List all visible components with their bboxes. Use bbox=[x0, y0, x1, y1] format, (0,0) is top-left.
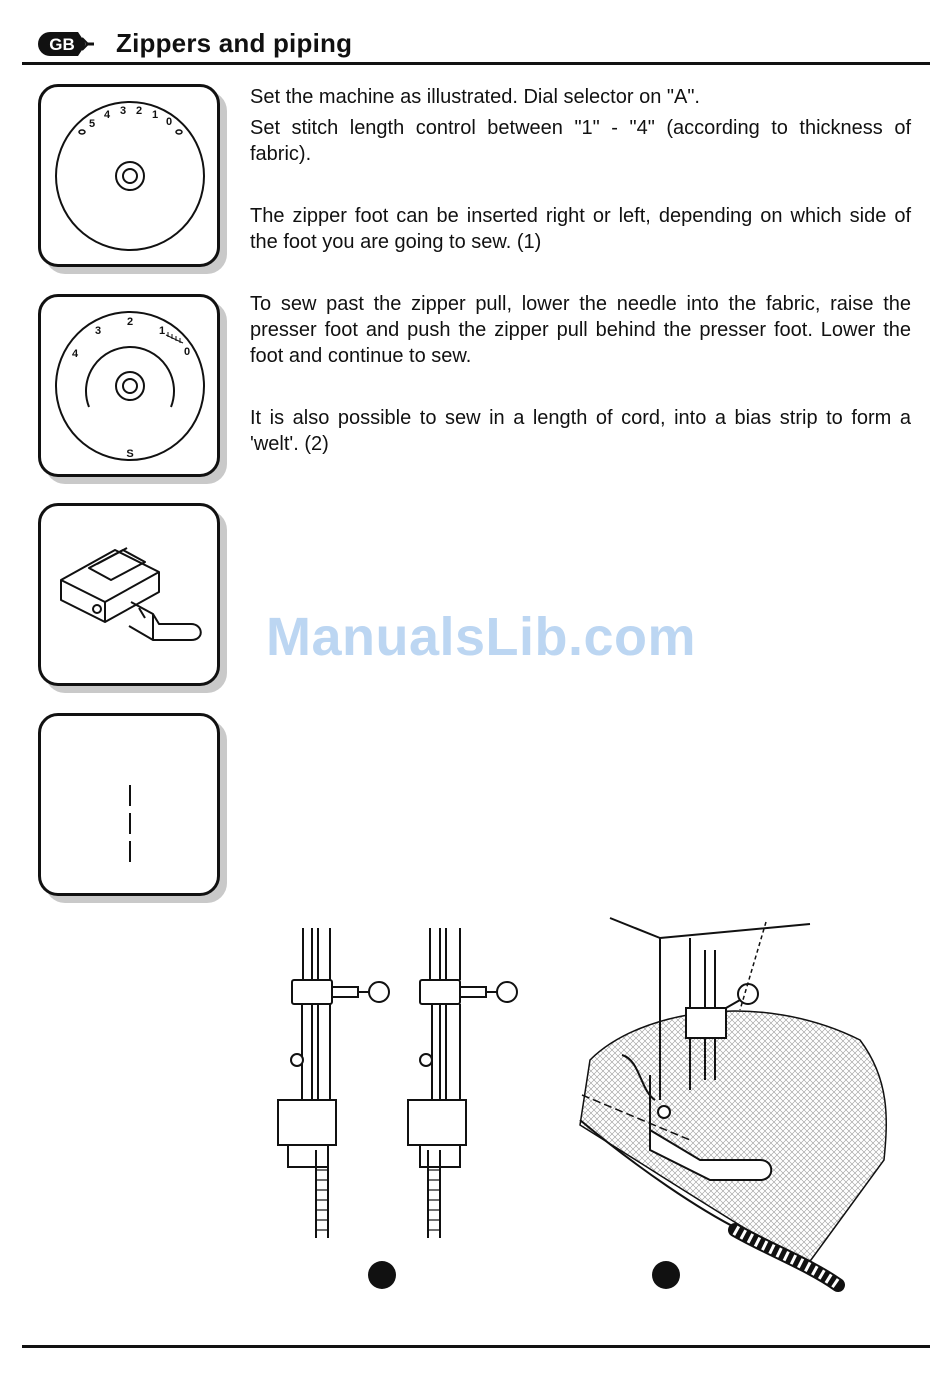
dial-bottom-label: S bbox=[126, 448, 134, 460]
zipper-foot-right-figure bbox=[408, 928, 517, 1238]
dial-tick: 4 bbox=[71, 348, 79, 360]
dial-tick: 5 bbox=[88, 118, 96, 130]
page-title: Zippers and piping bbox=[116, 28, 353, 58]
footer-rule bbox=[22, 1345, 930, 1348]
dial-tick: 1 bbox=[158, 325, 166, 337]
figure-1-marker bbox=[368, 1261, 396, 1289]
dial-tick: 2 bbox=[135, 105, 143, 117]
dial-tick: 3 bbox=[94, 325, 102, 337]
instruction-paragraph: Set stitch length control between "1" - "4" (according to thickness of fabric). bbox=[250, 117, 911, 165]
dial-tick: 1 bbox=[151, 109, 159, 121]
dial-tick: 4 bbox=[103, 109, 111, 121]
instruction-paragraph: Set the machine as illustrated. Dial selector on "A". bbox=[250, 86, 700, 108]
dial-tick: 2 bbox=[126, 316, 134, 328]
language-badge-text: GB bbox=[49, 35, 75, 54]
figure-2-marker bbox=[652, 1261, 680, 1289]
dial-tick: 0 bbox=[183, 346, 191, 358]
dial-tick: 0 bbox=[165, 116, 173, 128]
zipper-foot-left-figure bbox=[278, 928, 389, 1238]
instruction-paragraph: It is also possible to sew in a length of cord, into a bias strip to form a 'welt'. (2) bbox=[250, 407, 911, 455]
instruction-paragraph: The zipper foot can be inserted right or left, depending on which side of the foot you are going to sew. (1) bbox=[250, 205, 911, 253]
instruction-paragraph: To sew past the zipper pull, lower the needle into the fabric, raise the presser foot and push the zipper pull behind the presser foot. Lower the foot and continue to sew. bbox=[250, 293, 911, 367]
dial-tick: 3 bbox=[119, 105, 127, 117]
cord-welt-figure bbox=[580, 918, 886, 1285]
watermark: ManualsLib.com bbox=[266, 607, 697, 667]
